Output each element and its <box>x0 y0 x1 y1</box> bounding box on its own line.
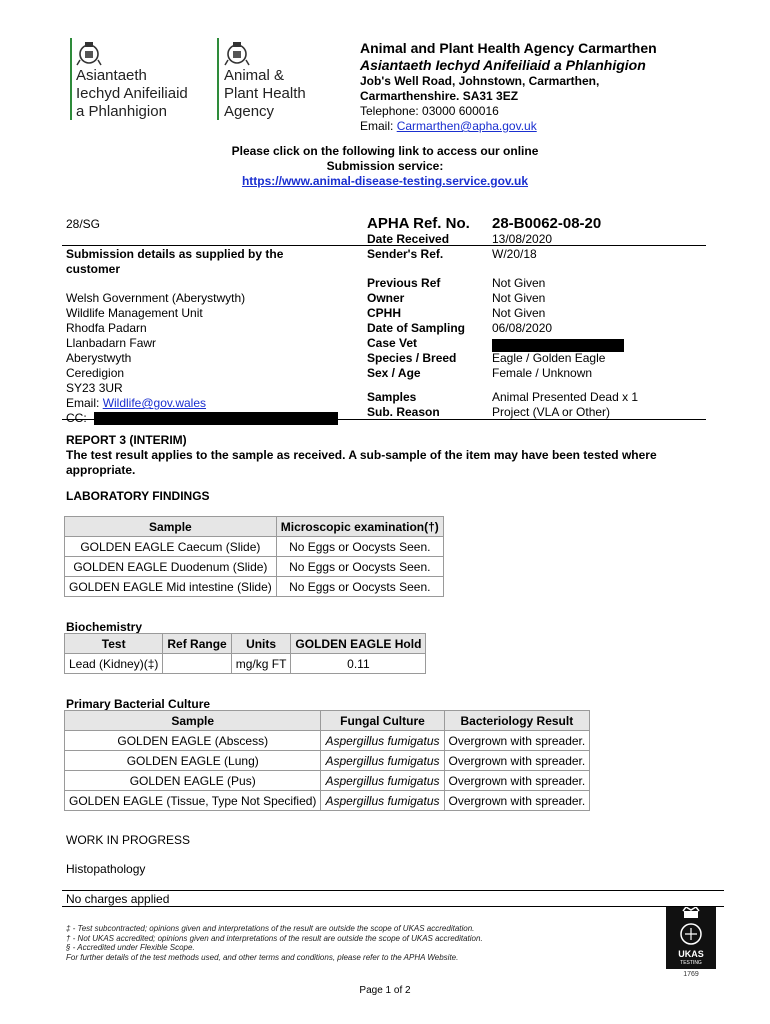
table-row <box>65 577 444 597</box>
footnote: ‡ - Test subcontracted; opinions given and interpretations of the result are outside the scope of UKAS accreditation. <box>66 924 475 933</box>
bacteriology-result-cell: Overgrown with spreader. <box>444 751 590 771</box>
customer-address-line: Rhodfa Padarn <box>66 321 147 335</box>
footnotes <box>66 924 483 962</box>
logo-english-text <box>224 67 306 121</box>
species-breed-value: Eagle / Golden Eagle <box>492 351 606 365</box>
section-divider <box>62 419 706 420</box>
submission-details-heading-line1: Submission details as supplied by the <box>66 247 284 261</box>
logo-english-line2: Plant Health <box>224 85 306 102</box>
sex-age-label: Sex / Age <box>367 366 421 380</box>
sample-cell: GOLDEN EAGLE Caecum (Slide) <box>65 537 277 557</box>
bacterial-culture-table <box>64 710 590 811</box>
cphh-label: CPHH <box>367 306 402 320</box>
samples-value: Animal Presented Dead x 1 <box>492 390 639 404</box>
royal-crest-icon <box>76 40 102 66</box>
table-row <box>65 791 590 811</box>
biochemistry-table <box>64 633 426 674</box>
sample-cell: GOLDEN EAGLE Mid intestine (Slide) <box>65 577 277 597</box>
bacteriology-result-cell: Overgrown with spreader. <box>444 771 590 791</box>
laboratory-findings-title: LABORATORY FINDINGS <box>66 489 210 503</box>
table-row <box>65 771 590 791</box>
notice-line1: Please click on the following link to access our online <box>231 144 539 158</box>
bacteriology-result-cell: Overgrown with spreader. <box>444 791 590 811</box>
fungal-culture-cell: Aspergillus fumigatus <box>321 791 444 811</box>
senders-ref-value: W/20/18 <box>492 247 537 261</box>
column-header: Microscopic examination(†) <box>276 517 443 537</box>
agency-title: Animal and Plant Health Agency Carmarthen <box>360 40 657 56</box>
section-divider <box>62 890 724 891</box>
charges-note: No charges applied <box>66 892 170 906</box>
samples-label: Samples <box>367 390 417 404</box>
sub-reason-value: Project (VLA or Other) <box>492 405 611 419</box>
section-divider <box>62 245 706 246</box>
ukas-label: UKAS <box>678 949 704 959</box>
laboratory-findings-table <box>64 516 444 597</box>
agency-subtitle: Asiantaeth Iechyd Anifeiliaid a Phlanhigion <box>360 57 646 73</box>
logo-welsh-line2: Iechyd Anifeiliaid <box>76 85 188 102</box>
logo-english-line1: Animal & <box>224 67 285 84</box>
report-header <box>66 433 716 478</box>
footnote: § - Accredited under Flexible Scope. <box>66 943 195 952</box>
test-cell: Lead (Kidney)(‡) <box>65 654 163 674</box>
senders-ref-label: Sender's Ref. <box>367 247 444 261</box>
logo-welsh-line3: a Phlanhigion <box>76 103 167 120</box>
customer-address-line: Welsh Government (Aberystwyth) <box>66 291 246 305</box>
date-received-value: 13/08/2020 <box>492 232 553 246</box>
customer-address-line: Aberystwyth <box>66 351 132 365</box>
sample-cell: GOLDEN EAGLE (Pus) <box>65 771 321 791</box>
column-header: Sample <box>65 711 321 731</box>
table-header-row <box>65 711 590 731</box>
column-header: GOLDEN EAGLE Hold <box>291 634 426 654</box>
submission-service-notice <box>0 144 770 189</box>
agency-email-label: Email: <box>360 119 397 133</box>
biochemistry-title: Biochemistry <box>66 620 143 634</box>
report-statement: The test result applies to the sample as received. A sub-sample of the item may have been tested where appropriate. <box>66 448 657 477</box>
logo-welsh-line1: Asiantaeth <box>76 67 147 84</box>
logo-welsh-text <box>76 67 188 121</box>
column-header: Bacteriology Result <box>444 711 590 731</box>
fungal-culture-cell: Aspergillus fumigatus <box>321 731 444 751</box>
species-breed-label: Species / Breed <box>367 351 457 365</box>
submission-code: 28/SG <box>66 217 101 231</box>
table-row <box>65 654 426 674</box>
footnote: For further details of the test methods used, and other terms and conditions, please refer to the APHA Website. <box>66 952 459 962</box>
table-header-row <box>65 634 426 654</box>
sample-cell: GOLDEN EAGLE (Abscess) <box>65 731 321 751</box>
case-vet-label: Case Vet <box>367 336 418 350</box>
result-cell: No Eggs or Oocysts Seen. <box>276 537 443 557</box>
agency-address-line1: Job's Well Road, Johnstown, Carmarthen, <box>360 74 600 88</box>
agency-telephone: Telephone: 03000 600016 <box>360 104 499 118</box>
customer-email-link[interactable]: Wildlife@gov.wales <box>102 396 207 410</box>
units-cell: mg/kg FT <box>231 654 291 674</box>
submission-details-heading <box>66 247 283 277</box>
agency-address-block <box>360 40 657 134</box>
apha-ref-value: 28-B0062-08-20 <box>492 215 602 232</box>
sample-cell: GOLDEN EAGLE (Tissue, Type Not Specified) <box>65 791 321 811</box>
column-header: Fungal Culture <box>321 711 444 731</box>
report-title: REPORT 3 (INTERIM) <box>66 433 187 447</box>
cphh-value: Not Given <box>492 306 546 320</box>
table-row <box>65 731 590 751</box>
table-row <box>65 537 444 557</box>
result-cell: No Eggs or Oocysts Seen. <box>276 557 443 577</box>
page-number: Page 1 of 2 <box>359 985 411 996</box>
agency-address-line2: Carmarthenshire. SA31 3EZ <box>360 89 519 103</box>
sample-cell: GOLDEN EAGLE (Lung) <box>65 751 321 771</box>
column-header: Test <box>65 634 163 654</box>
agency-email-link[interactable]: Carmarthen@apha.gov.uk <box>396 119 537 133</box>
bacteriology-result-cell: Overgrown with spreader. <box>444 731 590 751</box>
customer-address-line: Wildlife Management Unit <box>66 306 203 320</box>
footnote: † - Not UKAS accredited; opinions given and interpretations of the result are outside the scope of UKAS accreditation. <box>66 933 483 943</box>
previous-ref-value: Not Given <box>492 276 546 290</box>
sample-cell: GOLDEN EAGLE Duodenum (Slide) <box>65 557 277 577</box>
date-received-label: Date Received <box>367 232 450 246</box>
royal-crest-icon <box>224 40 250 66</box>
ukas-testing-logo <box>666 907 716 969</box>
result-cell: No Eggs or Oocysts Seen. <box>276 577 443 597</box>
apha-ref-label: APHA Ref. No. <box>367 215 470 232</box>
sex-age-value: Female / Unknown <box>492 366 593 380</box>
customer-address-line: Llanbadarn Fawr <box>66 336 157 350</box>
section-divider <box>62 906 724 907</box>
logo-english-line3: Agency <box>224 103 275 120</box>
customer-address <box>66 291 338 426</box>
ref-range-cell <box>163 654 231 674</box>
sub-reason-label: Sub. Reason <box>367 405 440 419</box>
cc-label: CC: <box>66 411 87 425</box>
previous-ref-label: Previous Ref <box>367 276 441 290</box>
customer-email-row <box>66 396 338 411</box>
result-cell: 0.11 <box>291 654 426 674</box>
customer-email-label: Email: <box>66 396 103 410</box>
bacterial-culture-title: Primary Bacterial Culture <box>66 697 211 711</box>
ukas-number: 1769 <box>683 971 699 978</box>
date-of-sampling-label: Date of Sampling <box>367 321 466 335</box>
agency-email-row <box>360 119 657 134</box>
fungal-culture-cell: Aspergillus fumigatus <box>321 771 444 791</box>
work-in-progress-item: Histopathology <box>66 862 146 876</box>
submission-details-heading-line2: customer <box>66 262 121 276</box>
logo-divider-english <box>217 38 219 120</box>
logo-divider-welsh <box>70 38 72 120</box>
column-header: Sample <box>65 517 277 537</box>
ukas-testing-label: TESTING <box>680 960 702 966</box>
table-header-row <box>65 517 444 537</box>
fungal-culture-cell: Aspergillus fumigatus <box>321 751 444 771</box>
notice-line2: Submission service: <box>326 159 444 173</box>
customer-address-line: Ceredigion <box>66 366 125 380</box>
submission-service-link[interactable]: https://www.animal-disease-testing.service.gov.uk <box>241 174 529 188</box>
customer-address-line: SY23 3UR <box>66 381 123 395</box>
owner-value: Not Given <box>492 291 546 305</box>
column-header: Units <box>231 634 291 654</box>
table-row <box>65 557 444 577</box>
owner-label: Owner <box>367 291 405 305</box>
table-row <box>65 751 590 771</box>
work-in-progress-title: WORK IN PROGRESS <box>66 833 191 847</box>
column-header: Ref Range <box>163 634 231 654</box>
date-of-sampling-value: 06/08/2020 <box>492 321 553 335</box>
